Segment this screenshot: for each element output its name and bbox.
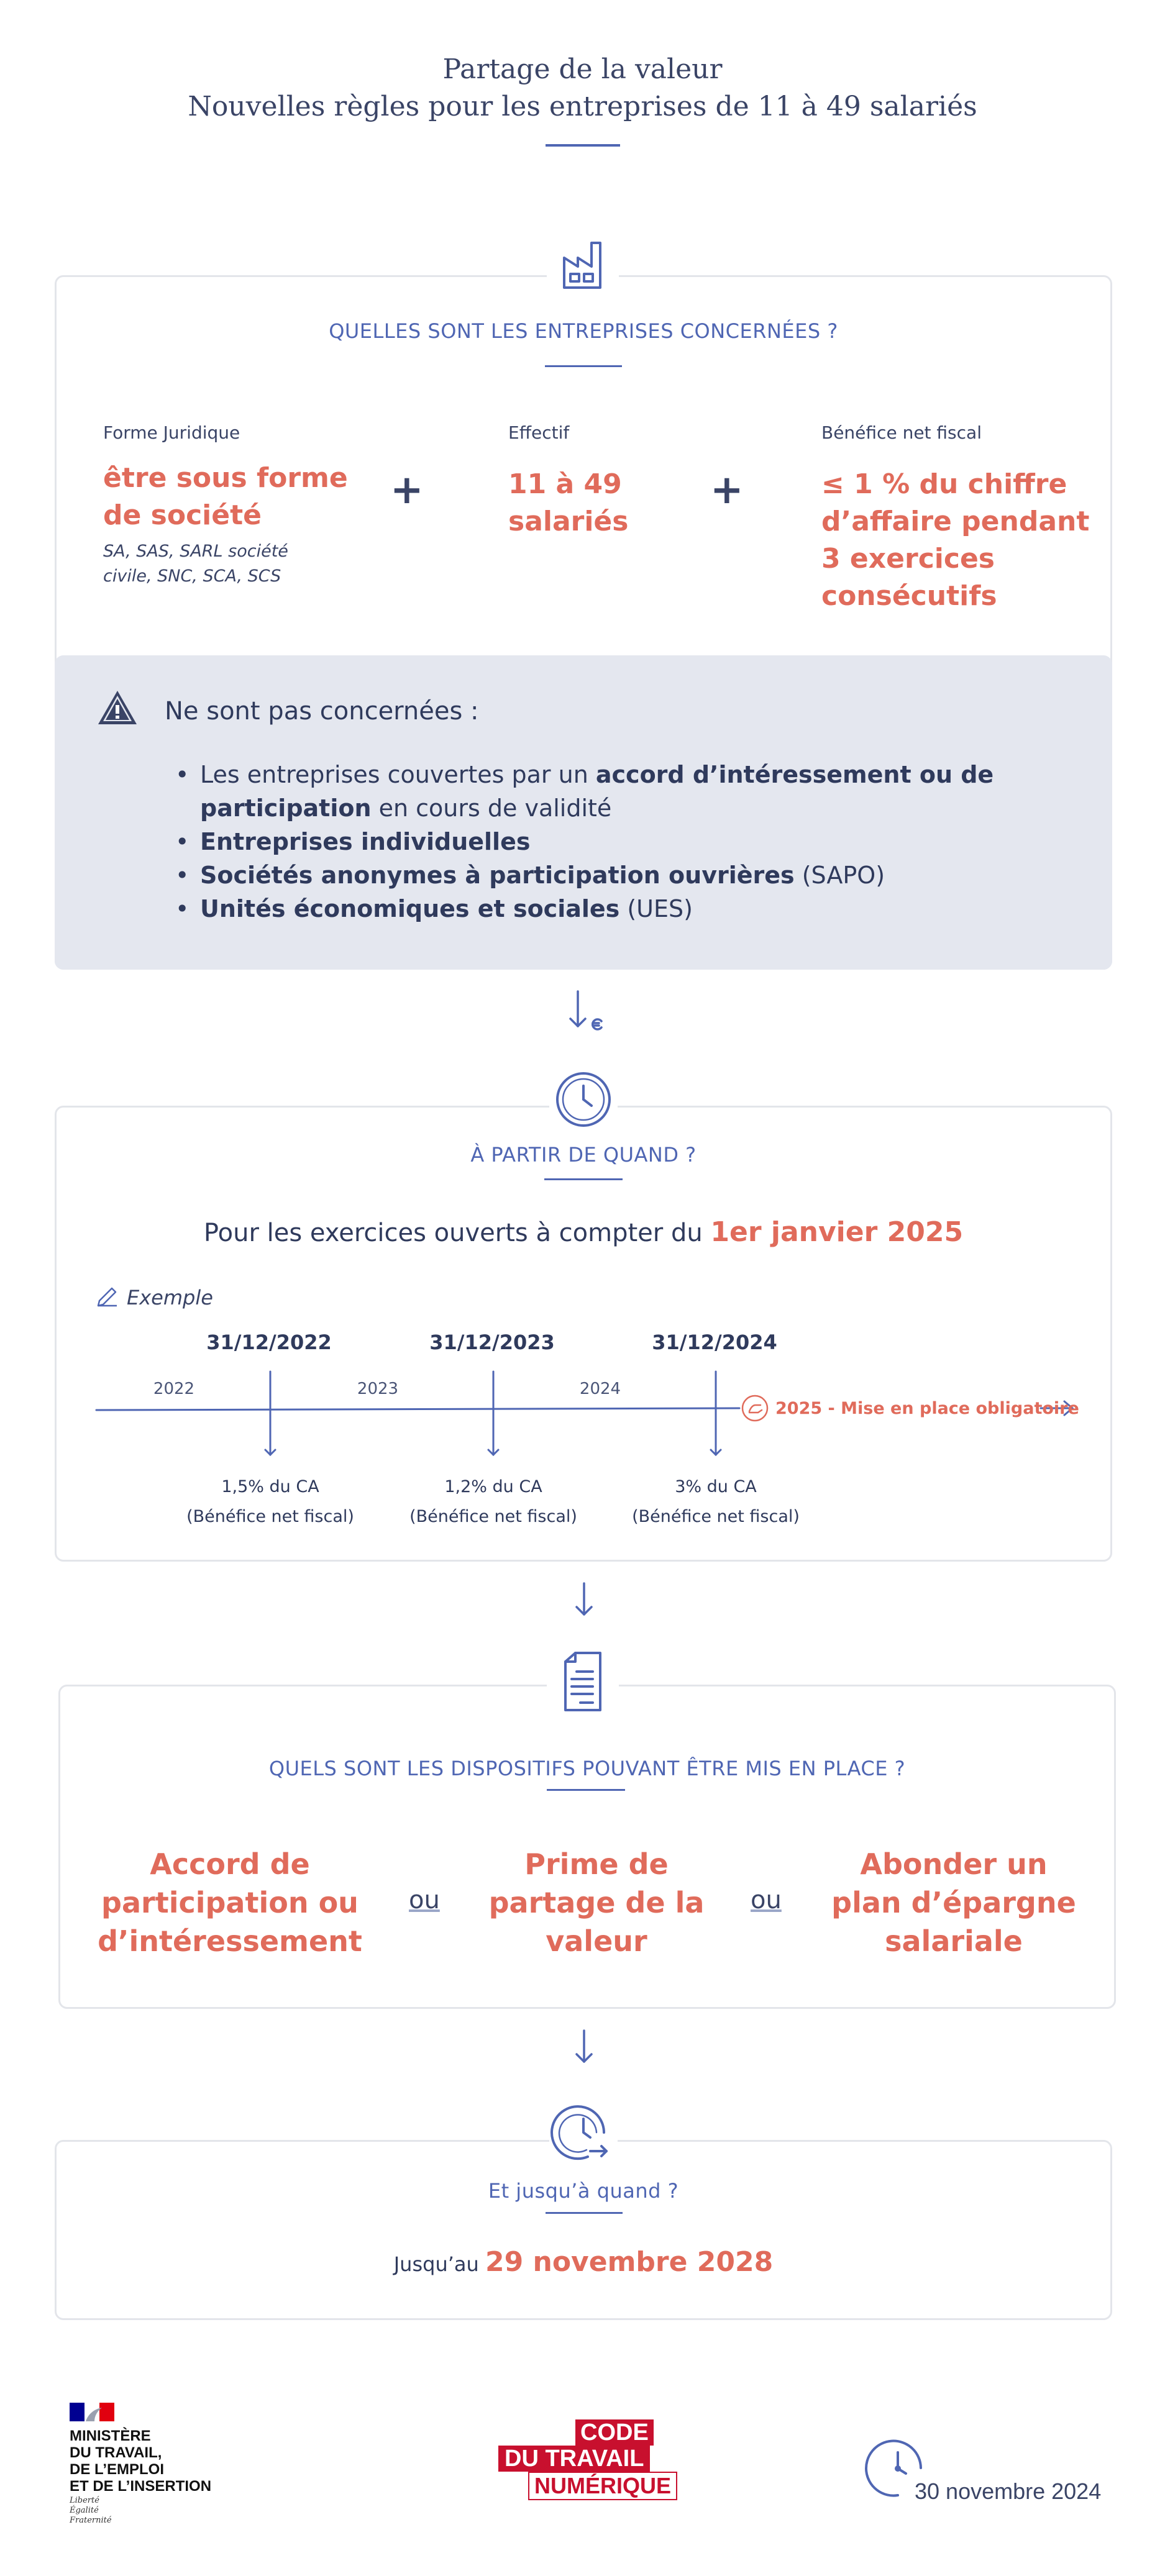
- example-label: Exemple: [127, 1286, 213, 1309]
- timeline-value-2: 1,2% du CA (Bénéfice net fiscal): [409, 1477, 577, 1526]
- or-separator-2: ou: [751, 1886, 782, 1914]
- option-value-sharing-bonus: Prime de partage de la valeur: [488, 1847, 705, 1958]
- option-employee-savings: Abonder un plan d’épargne salariale: [831, 1847, 1076, 1958]
- page-title-line2: Nouvelles règles pour les entreprises de 11 à 49 salariés: [188, 91, 977, 122]
- end-date-text: Jusqu’au 29 novembre 2028: [393, 2246, 774, 2278]
- arrow-down-icon: [572, 1581, 596, 1618]
- hand-coin-icon: [742, 1396, 767, 1421]
- section3-title: QUELS SONT LES DISPOSITIFS POUVANT ÊTRE MIS EN PLACE ?: [268, 1757, 906, 1780]
- legal-form-value: être sous forme de société: [103, 462, 348, 531]
- timeline-year-3: 2024: [579, 1380, 621, 1398]
- arrow-down-icon: [572, 2028, 596, 2065]
- headcount-value: 11 à 49 salariés: [508, 468, 629, 537]
- pencil-icon: [94, 1285, 119, 1309]
- section1-underline: [545, 365, 622, 367]
- clock-icon: [549, 1068, 618, 1131]
- headcount-label: Effectif: [508, 422, 570, 443]
- net-profit-label: Bénéfice net fiscal: [821, 422, 982, 443]
- legal-form-label: Forme Juridique: [103, 422, 240, 443]
- section4-title: Et jusqu’à quand ?: [488, 2179, 679, 2203]
- timeline-date-3: 31/12/2024: [652, 1331, 777, 1354]
- republic-motto: Liberté Égalité Fraternité: [70, 2496, 112, 2525]
- or-separator-1: ou: [409, 1886, 440, 1914]
- document-icon: [547, 1649, 619, 1714]
- exclusion-item: • Sociétés anonymes à participation ouvrières (SAPO): [175, 858, 1076, 892]
- section2-underline: [544, 1178, 623, 1180]
- legal-form-note: SA, SAS, SARL société civile, SNC, SCA, SCS: [103, 542, 288, 586]
- title-underline: [546, 144, 620, 147]
- ministry-name: MINISTÈRE DU TRAVAIL, DE L’EMPLOI ET DE L’INSERTION: [70, 2428, 212, 2495]
- timeline-year-1: 2022: [153, 1380, 195, 1398]
- section1-title: QUELLES SONT LES ENTREPRISES CONCERNÉES ?: [329, 319, 838, 343]
- option-participation-agreement: Accord de participation ou d’intéressement: [98, 1847, 362, 1958]
- timeline-final-label: 2025 - Mise en place obligatoire: [775, 1399, 1079, 1418]
- net-profit-value: ≤ 1 % du chiffre d’affaire pendant 3 exercices consécutifs: [821, 468, 1090, 612]
- timeline-value-3: 3% du CA (Bénéfice net fiscal): [632, 1477, 800, 1526]
- section3-underline: [547, 1789, 625, 1791]
- marianne-logo-icon: [70, 2403, 114, 2421]
- section2-title: À PARTIR DE QUAND ?: [470, 1143, 697, 1167]
- page-title-line1: Partage de la valeur: [442, 53, 723, 85]
- warning-icon: [96, 688, 139, 727]
- timeline-year-2: 2023: [357, 1380, 399, 1398]
- timeline-date-1: 31/12/2022: [206, 1331, 332, 1354]
- publication-date: 30 novembre 2024: [915, 2478, 1102, 2504]
- exclusions-list: [175, 758, 1076, 926]
- clock-arrow-icon: [549, 2101, 618, 2164]
- exclusion-item: • Les entreprises couvertes par un accord d’intéressement ou de participation en cours de validité: [175, 758, 1076, 825]
- exclusions-title: Ne sont pas concernées :: [165, 697, 479, 726]
- factory-icon: [547, 233, 619, 293]
- timeline-date-2: 31/12/2023: [429, 1331, 555, 1354]
- arrow-down-euro-icon: [565, 989, 609, 1032]
- section4-underline: [546, 2212, 623, 2214]
- exclusion-item: • Unités économiques et sociales (UES): [175, 892, 1076, 926]
- timeline-value-1: 1,5% du CA (Bénéfice net fiscal): [186, 1477, 354, 1526]
- plus-sign-2: +: [710, 467, 744, 513]
- start-date-intro: Pour les exercices ouverts à compter du 1er janvier 2025: [203, 1216, 964, 1248]
- end-date-card: [55, 2140, 1112, 2320]
- exclusion-item: • Entreprises individuelles: [175, 825, 1076, 858]
- code-du-travail-numerique-logo: CODE DU TRAVAIL NUMÉRIQUE: [498, 2419, 685, 2506]
- plus-sign-1: +: [390, 467, 424, 513]
